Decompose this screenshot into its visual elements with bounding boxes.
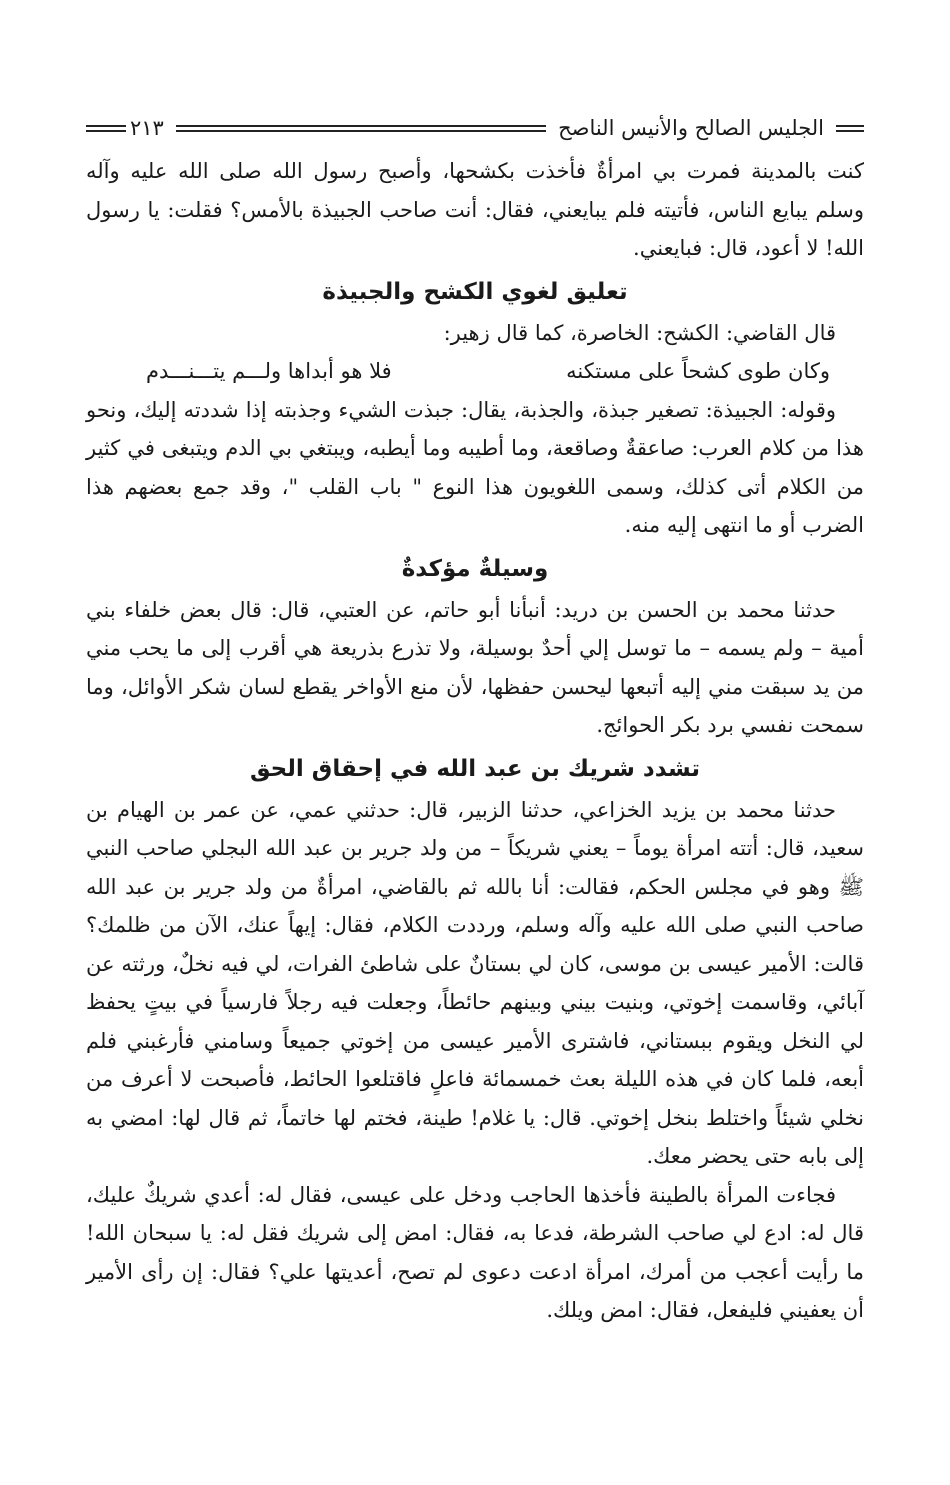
section-continuation — [86, 152, 864, 268]
poetry-verse — [86, 352, 864, 391]
section-linguistic-note — [86, 272, 864, 545]
book-page — [86, 110, 864, 1330]
running-title: الجليس الصالح والأنيس الناصح — [558, 116, 824, 140]
verse-first-hemistich: وكان طوى كشحاً على مستكنه — [566, 359, 830, 383]
page-header — [86, 110, 864, 146]
section-assured-means — [86, 549, 864, 745]
paragraph: حدثنا محمد بن الحسن بن دريد: أنبأنا أبو حاتم، عن العتبي، قال: قال بعض خلفاء بني أمية – ولم يسمه – ما توسل إلي أحدٌ بوسيلة، ولا تذرع بذريعة هي أقرب إلى ما يحب مني من يد سبقت مني إليه أتبعها ليحسن حفظها، لأن منع الأواخر يقطع لسان شكر الأوائل، وما سمحت نفسي برد بكر الحوائج. — [86, 597, 864, 737]
section-heading: تعليق لغوي الكشح والجبيذة — [322, 278, 628, 305]
section-heading: وسيلةٌ مؤكدةٌ — [401, 555, 549, 582]
header-rule-right — [836, 125, 864, 132]
paragraph: فجاءت المرأة بالطينة فأخذها الحاجب ودخل على عيسى، فقال له: أعدي شريكٌ عليك، قال له: ادع لي صاحب الشرطة، فدعا به، فقال: امض إلى شريك فقل له: يا سبحان الله! ما رأيت أعجب من أمرك، امرأة ادعت دعوى لم تصح، أعديتها علي؟ فقال: إن رأى الأمير أن يعفيني فليفعل، فقال: امض ويلك. — [86, 1182, 864, 1322]
paragraph-intro: قال القاضي: الكشح: الخاصرة، كما قال زهير: — [443, 320, 836, 345]
page-number: ٢١٣ — [130, 116, 164, 140]
section-heading: تشدد شريك بن عبد الله في إحقاق الحق — [249, 755, 701, 782]
paragraph: حدثنا محمد بن يزيد الخزاعي، حدثنا الزبير، قال: حدثني عمي، عن عمر بن الهيام بن سعيد، قال: أتته امرأة يوماً – يعني شريكاً – من ولد جرير بن عبد الله البجلي صاحب النبي ﷺ وهو في مجلس الحكم، فقالت: أنا بالله ثم بالقاضي، امرأةٌ من ولد جرير بن عبد الله صاحب النبي صلى الله عليه وآله وسلم، ورددت الكلام، فقال: إيهاً عنك، الآن من ظلمك؟ قالت: الأمير عيسى بن موسى، كان لي بستانٌ على شاطئ الفرات، لي فيه نخلٌ، ورثته عن آبائي، وقاسمت إخوتي، وبنيت بيني وبينهم حائطاً، وجعلت فيه رجلاً فارسياً في بيتٍ يحفظ لي النخل ويقوم ببستاني، فاشترى الأمير عيسى من إخوتي جميعاً وسامني فأرغبني فلم أبعه، فلما كان في هذه الليلة بعث خمسمائة فاعلٍ فاقتلعوا الحائط، فأصبحت لا أعرف من نخلي شيئاً واختلط بنخل إخوتي. قال: يا غلام! طينة، فختم لها خاتماً، ثم قال لها: امضي به إلى بابه حتى يحضر معك. — [86, 797, 864, 1168]
header-rule-left — [86, 125, 126, 132]
section-sharik-justice — [86, 749, 864, 1330]
verse-second-hemistich: فلا هو أبداها ولـــم يتـــنـــدم — [146, 359, 392, 383]
header-rule-middle — [176, 125, 546, 132]
paragraph: وقوله: الجبيذة: تصغير جبذة، والجذبة، يقال: جبذت الشيء وجذبته إذا شددته إليك، ونحو هذا من كلام العرب: صاعقةٌ وصاقعة، وما أطيبه وما أيطبه، ويبتغي بي الدم ويتبغى في كثير من الكلام أتى كذلك، وسمى اللغويون هذا النوع " باب القلب "، وقد جمع بعضهم هذا الضرب أو ما انتهى إليه منه. — [86, 397, 864, 537]
paragraph: كنت بالمدينة فمرت بي امرأةٌ فأخذت بكشحها، وأصبح رسول الله صلى الله عليه وآله وسلم يبايع الناس، فأتيته فلم يبايعني، فقال: أنت صاحب الجبيذة بالأمس؟ فقلت: يا رسول الله! لا أعود، قال: فبايعني. — [86, 159, 864, 260]
